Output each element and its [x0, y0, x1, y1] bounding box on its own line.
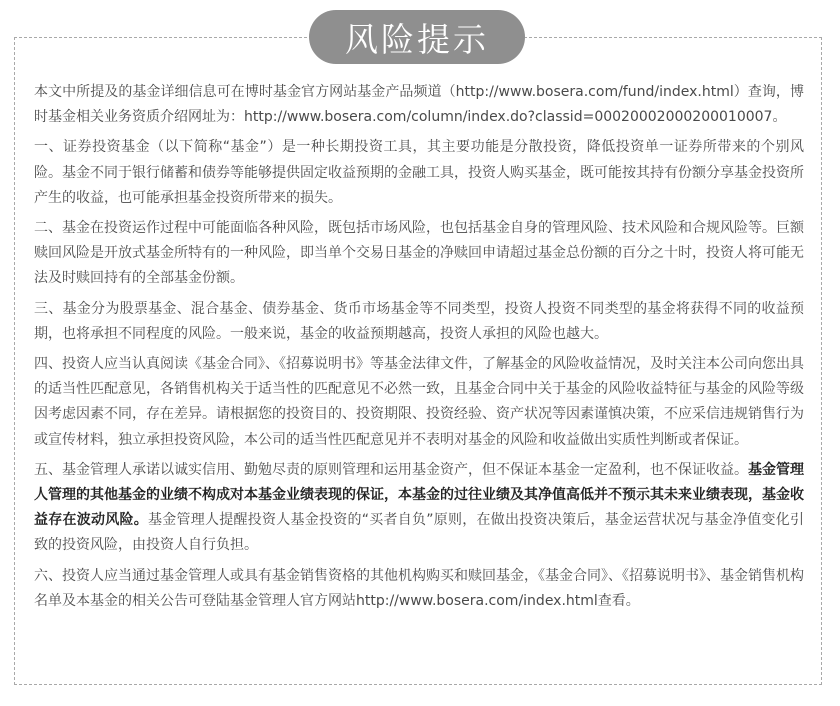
risk-notice-title: 风险提示 [309, 10, 525, 64]
risk-notice-content [34, 80, 804, 619]
paragraph-5-lead: 五、基金管理人承诺以诚实信用、勤勉尽责的原则管理和运用基金资产，但不保证本基金一定盈利，也不保证收益。 [34, 461, 748, 478]
paragraph-5-tail: 基金管理人提醒投资人基金投资的“买者自负”原则，在做出投资决策后，基金运营状况与基金净值变化引致的投资风险，由投资人自行负担。 [34, 512, 804, 554]
paragraph-5-bold-warning: 基金管理人管理的其他基金的业绩不构成对本基金业绩表现的保证，本基金的过往业绩及其净值高低并不预示其未来业绩表现，基金收益存在波动风险。 [34, 461, 804, 529]
paragraph-1: 一、证券投资基金（以下简称“基金”）是一种长期投资工具，其主要功能是分散投资，降低投资单一证券所带来的个别风险。基金不同于银行储蓄和债券等能够提供固定收益预期的金融工具，投资人购买基金，既可能按其持有份额分享基金投资所产生的收益，也可能承担基金投资所带来的损失。 [34, 139, 804, 206]
paragraph-6: 六、投资人应当通过基金管理人或具有基金销售资格的其他机构购买和赎回基金，《基金合同》、《招募说明书》、基金销售机构名单及本基金的相关公告可登陆基金管理人官方网站http://www.bosera.com/index.html查看。 [34, 567, 804, 609]
paragraph-2: 二、基金在投资运作过程中可能面临各种风险，既包括市场风险，也包括基金自身的管理风险、技术风险和合规风险等。巨额赎回风险是开放式基金所特有的一种风险，即当单个交易日基金的净赎回申请超过基金总份额的百分之十时，投资人将可能无法及时赎回持有的全部基金份额。 [34, 220, 804, 287]
intro-paragraph: 本文中所提及的基金详细信息可在博时基金官方网站基金产品频道（http://www.bosera.com/fund/index.html）查询，博时基金相关业务资质介绍网址为：http://www.bosera.com/column/index.do?classid=00020002000200010007。 [34, 84, 804, 126]
paragraph-3: 三、基金分为股票基金、混合基金、债券基金、货币市场基金等不同类型，投资人投资不同类型的基金将获得不同的收益预期，也将承担不同程度的风险。一般来说，基金的收益预期越高，投资人承担的风险也越大。 [34, 300, 804, 342]
paragraph-5 [34, 458, 804, 559]
paragraph-4: 四、投资人应当认真阅读《基金合同》、《招募说明书》等基金法律文件，了解基金的风险收益情况，及时关注本公司向您出具的适当性匹配意见，各销售机构关于适当性的匹配意见不必然一致，且基金合同中关于基金的风险收益特征与基金的风险等级因考虑因素不同，存在差异。请根据您的投资目的、投资期限、投资经验、资产状况等因素谨慎决策，不应采信违规销售行为或宣传材料，独立承担投资风险，本公司的适当性匹配意见并不表明对基金的风险和收益做出实质性判断或者保证。 [34, 356, 804, 448]
